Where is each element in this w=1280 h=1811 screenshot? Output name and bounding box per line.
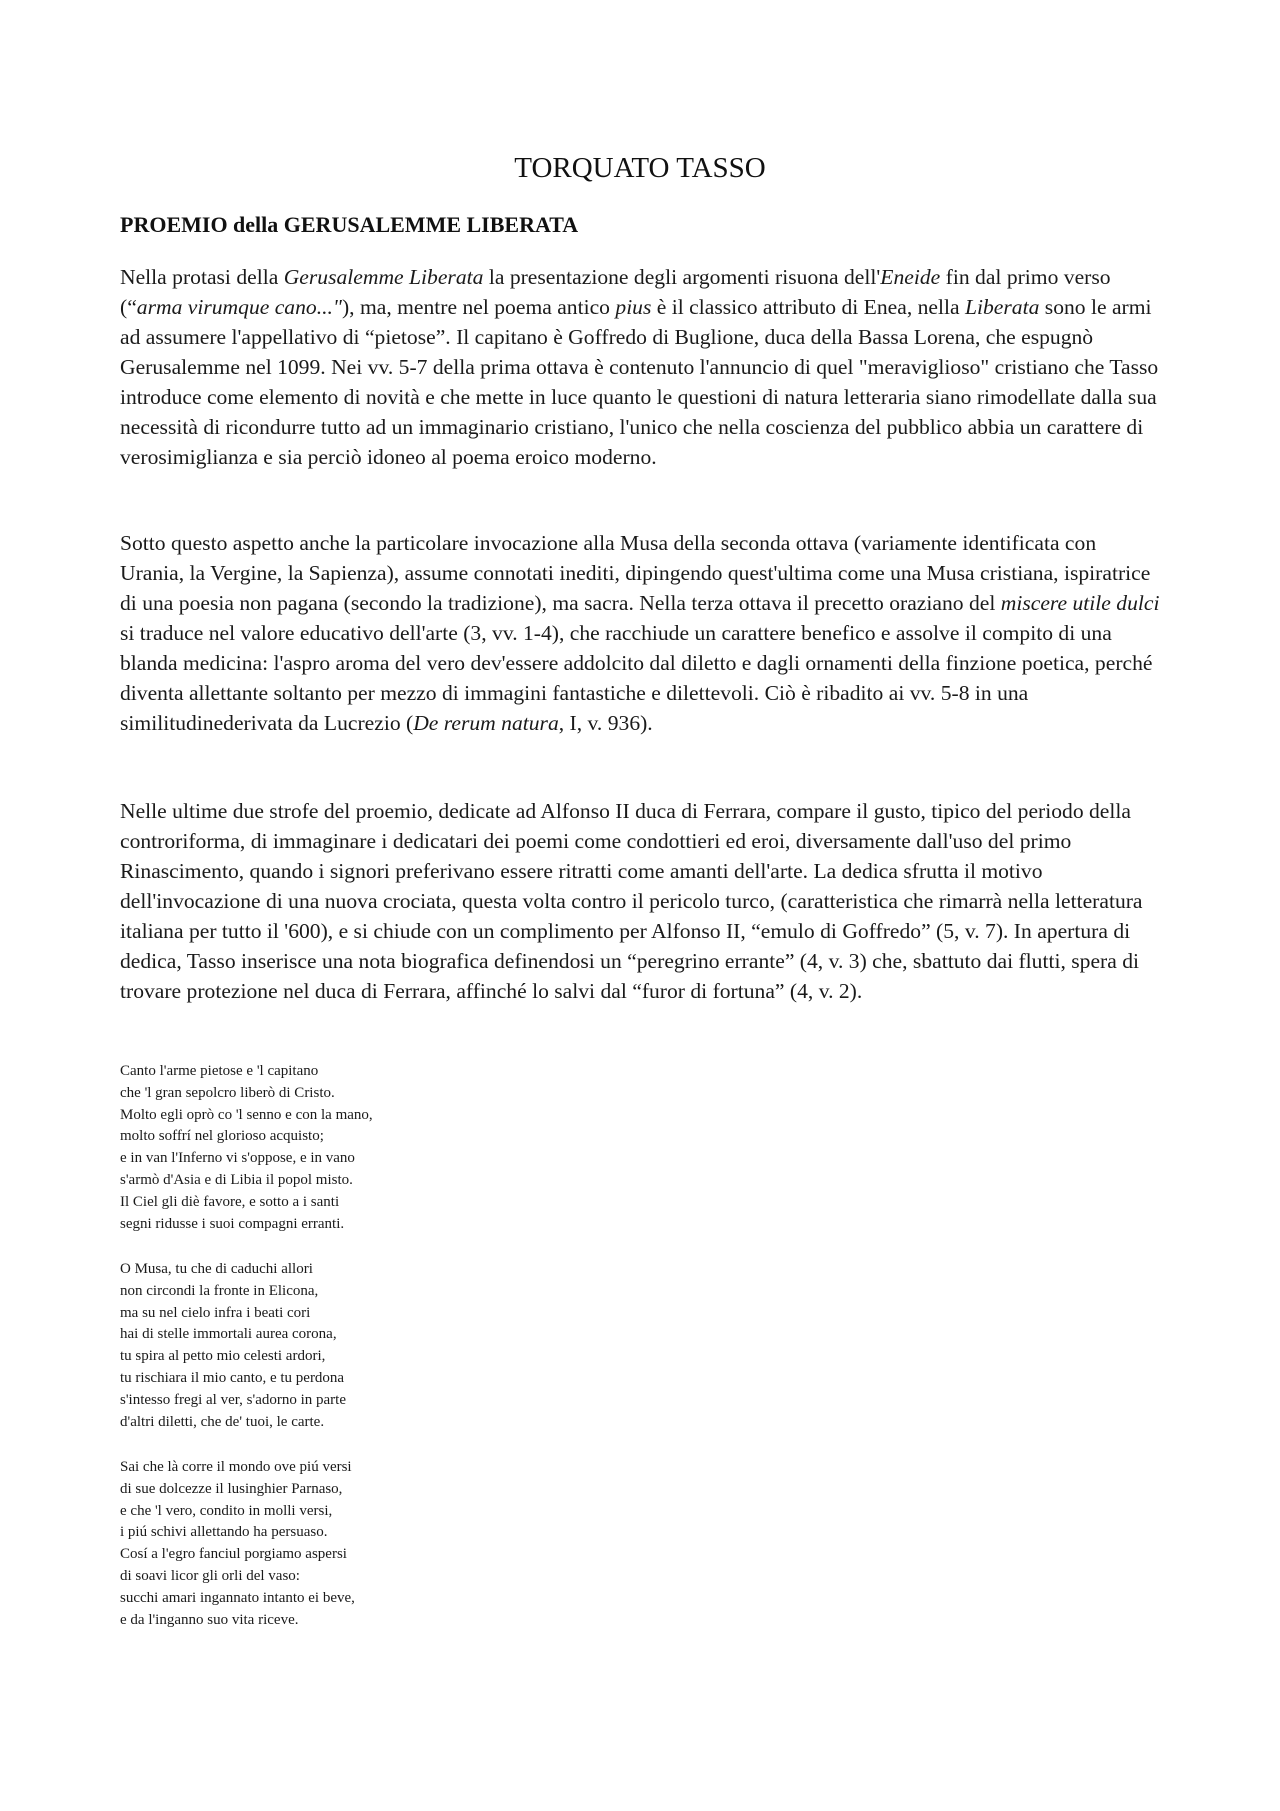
poem-stanza-2 bbox=[120, 1259, 540, 1433]
paragraph-protasi bbox=[120, 262, 1160, 472]
verse-line: O Musa, tu che di caduchi allori bbox=[120, 1261, 313, 1277]
paragraph-text: Nelle ultime due strofe del proemio, dedicate ad Alfonso II duca di Ferrara, compare il gusto, tipico del periodo della controriforma, di immaginare i dedicatari dei poemi come condottieri ed eroi, diversamente dall'uso del primo Rinascimento, quando i signori preferivano essere ritratti come amanti dell'arte. La dedica sfrutta il motivo dell'invocazione di una nuova crociata, questa volta contro il pericolo turco, (caratteristica che rimarrà nella letteratura italiana per tutto il '600), e si chiude con un complimento per Alfonso II, “emulo di Goffredo” (5, v. 7). In apertura di dedica, Tasso inserisce una nota biografica definendosi un “peregrino errante” (4, v. 3) che, sbattuto dai flutti, spera di trovare protezione nel duca di Ferrara, affinché lo salvi dal “furor di fortuna” (4, v. 2). bbox=[120, 799, 1143, 1003]
paragraph-invocazione bbox=[120, 528, 1160, 738]
verse-line: molto soffrí nel glorioso acquisto; bbox=[120, 1128, 324, 1145]
poem-stanza-3 bbox=[120, 1457, 540, 1631]
verse-line: Il Ciel gli diè favore, e sotto a i santi bbox=[120, 1193, 340, 1210]
paragraph-dedica bbox=[120, 796, 1160, 1006]
verse-line: s'armò d'Asia e di Libia il popol misto. bbox=[120, 1171, 353, 1188]
verse-line: e da l'inganno suo vita riceve. bbox=[120, 1611, 299, 1628]
verse-line: Sai che là corre il mondo ove piú versi bbox=[120, 1459, 352, 1475]
verse-line: e che 'l vero, condito in molli versi, bbox=[120, 1502, 333, 1519]
page-title: TORQUATO TASSO bbox=[514, 152, 766, 184]
paragraph-text: Nella protasi della Gerusalemme Liberata la presentazione degli argomenti risuona dell'Eneide fin dal primo verso (“arma virumque cano..."), ma, mentre nel poema antico pius è il classico attributo di Enea, nella Liberata sono le armi ad assumere l'appellativo di “pietose”. Il capitano è Goffredo di Buglione, duca della Bassa Lorena, che espugnò Gerusalemme nel 1099. Nei vv. 5-7 della prima ottava è contenuto l'annuncio di quel "meraviglioso" cristiano che Tasso introduce come elemento di novità e che mette in luce quanto le questioni di natura letteraria siano rimodellate dalla sua necessità di ricondurre tutto ad un immaginario cristiano, l'unico che nella coscienza del pubblico abbia un carattere di verosimiglianza e sia perciò idoneo al poema eroico moderno. bbox=[120, 265, 1159, 469]
poem-stanza-1 bbox=[120, 1061, 540, 1235]
verse-line: che 'l gran sepolcro liberò di Cristo. bbox=[120, 1084, 335, 1101]
verse-line: tu spira al petto mio celesti ardori, bbox=[120, 1348, 326, 1365]
verse-line: Canto l'arme pietose e 'l capitano bbox=[120, 1063, 319, 1079]
verse-line: segni ridusse i suoi compagni erranti. bbox=[120, 1215, 345, 1232]
verse-line: s'intesso fregi al ver, s'adorno in parte bbox=[120, 1391, 346, 1408]
verse-line: di sue dolcezze il lusinghier Parnaso, bbox=[120, 1480, 343, 1497]
paragraph-text: Sotto questo aspetto anche la particolare invocazione alla Musa della seconda ottava (variamente identificata con Urania, la Vergine, la Sapienza), assume connotati inediti, dipingendo quest'ultima come una Musa cristiana, ispiratrice di una poesia non pagana (secondo la tradizione), ma sacra. Nella terza ottava il precetto oraziano del miscere utile dulci si traduce nel valore educativo dell'arte (3, vv. 1-4), che racchiude un carattere benefico e assolve il compito di una blanda medicina: l'aspro aroma del vero dev'essere addolcito dal diletto e dagli ornamenti della finzione poetica, perché diventa allettante soltanto per mezzo di immagini fantastiche e dilettevoli. Ciò è ribadito ai vv. 5-8 in una similitudinederivata da Lucrezio (De rerum natura, I, v. 936). bbox=[120, 531, 1160, 735]
verse-line: tu rischiara il mio canto, e tu perdona bbox=[120, 1369, 345, 1386]
verse-line: Cosí a l'egro fanciul porgiamo aspersi bbox=[120, 1546, 347, 1563]
verse-line: non circondi la fronte in Elicona, bbox=[120, 1282, 319, 1299]
section-heading: PROEMIO della GERUSALEMME LIBERATA bbox=[120, 212, 579, 237]
verse-line: d'altri diletti, che de' tuoi, le carte. bbox=[120, 1413, 325, 1430]
verse-line: succhi amari ingannato intanto ei beve, bbox=[120, 1589, 355, 1606]
verse-line: ma su nel cielo infra i beati cori bbox=[120, 1304, 311, 1321]
verse-line: i piú schivi allettando ha persuaso. bbox=[120, 1524, 328, 1541]
verse-line: e in van l'Inferno vi s'oppose, e in vano bbox=[120, 1150, 355, 1167]
verse-line: hai di stelle immortali aurea corona, bbox=[120, 1326, 337, 1343]
verse-line: Molto egli oprò co 'l senno e con la mano, bbox=[120, 1106, 373, 1123]
verse-line: di soavi licor gli orli del vaso: bbox=[120, 1567, 300, 1584]
